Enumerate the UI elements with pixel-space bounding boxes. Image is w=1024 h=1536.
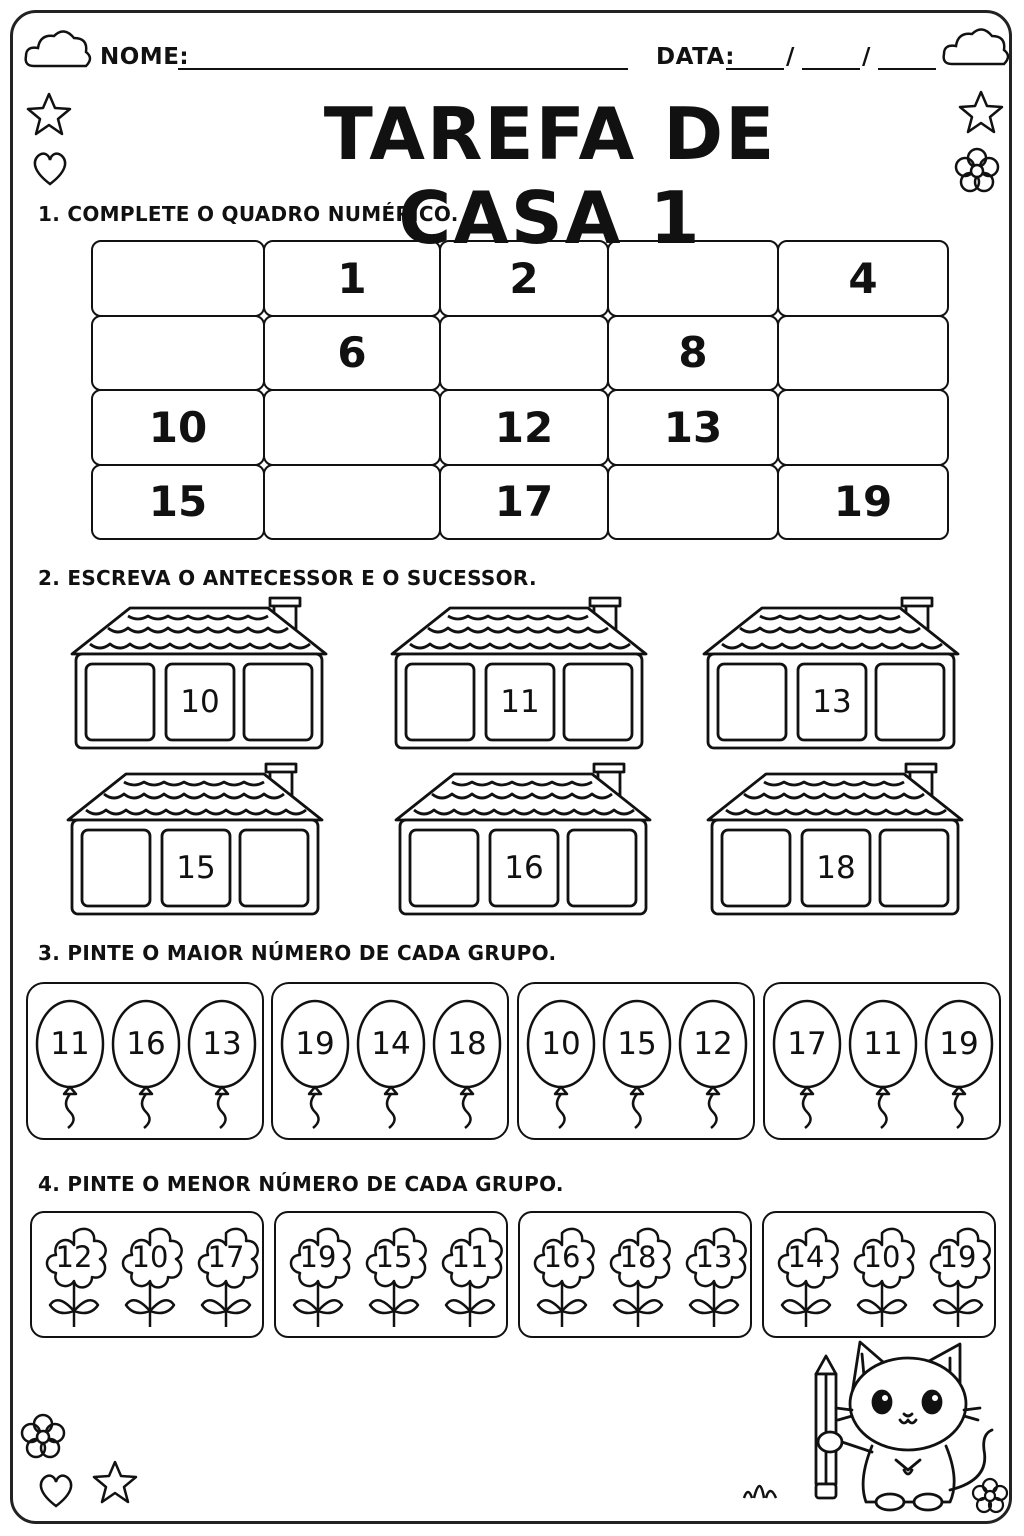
balloon-group bbox=[271, 982, 509, 1140]
grid-cell-number: 4 bbox=[777, 240, 949, 317]
flower-number: 13 bbox=[695, 1240, 733, 1274]
cloud-icon bbox=[940, 22, 1010, 72]
flower-number: 10 bbox=[863, 1240, 901, 1274]
balloon-group bbox=[763, 982, 1001, 1140]
instruction-3: 3. PINTE O MAIOR NÚMERO DE CADA GRUPO. bbox=[38, 941, 557, 965]
grid-cell-blank[interactable] bbox=[607, 464, 779, 541]
cloud-icon bbox=[22, 24, 92, 74]
balloon-number: 19 bbox=[939, 1026, 979, 1062]
heart-icon bbox=[36, 1472, 76, 1510]
balloon-number: 19 bbox=[295, 1026, 335, 1062]
flower[interactable] bbox=[194, 1227, 258, 1327]
grid-cell-blank[interactable] bbox=[263, 464, 441, 541]
predecessor-box[interactable] bbox=[722, 830, 790, 906]
flower[interactable] bbox=[926, 1227, 990, 1327]
balloon-number: 11 bbox=[863, 1026, 903, 1062]
heart-icon bbox=[30, 150, 70, 188]
flower[interactable] bbox=[286, 1227, 350, 1327]
grid-cell-blank[interactable] bbox=[607, 240, 779, 317]
balloon-number: 18 bbox=[447, 1026, 487, 1062]
flower-number: 10 bbox=[131, 1240, 169, 1274]
date-month-line[interactable] bbox=[802, 68, 860, 70]
cat-with-pencil-illustration bbox=[800, 1330, 1000, 1510]
house-number: 16 bbox=[504, 850, 544, 886]
date-separator: / bbox=[786, 44, 795, 70]
balloon-group bbox=[26, 982, 264, 1140]
balloon[interactable] bbox=[773, 1000, 841, 1130]
flower-group bbox=[30, 1211, 264, 1338]
flower-group bbox=[762, 1211, 996, 1338]
balloon[interactable] bbox=[679, 1000, 747, 1130]
grid-cell-number: 8 bbox=[607, 315, 779, 392]
number-grid bbox=[92, 241, 950, 539]
grid-cell-blank[interactable] bbox=[777, 389, 949, 466]
house bbox=[392, 764, 654, 916]
successor-box[interactable] bbox=[876, 664, 944, 740]
flower-group bbox=[518, 1211, 752, 1338]
grid-cell-blank[interactable] bbox=[91, 240, 265, 317]
instruction-4: 4. PINTE O MENOR NÚMERO DE CADA GRUPO. bbox=[38, 1172, 564, 1196]
house-number: 15 bbox=[176, 850, 216, 886]
house bbox=[388, 598, 650, 750]
predecessor-box[interactable] bbox=[410, 830, 478, 906]
flower-number: 19 bbox=[299, 1240, 337, 1274]
date-day-line[interactable] bbox=[726, 68, 784, 70]
balloon-number: 17 bbox=[787, 1026, 827, 1062]
balloon-number: 11 bbox=[50, 1026, 90, 1062]
instruction-2: 2. ESCREVA O ANTECESSOR E O SUCESSOR. bbox=[38, 566, 537, 590]
grid-cell-blank[interactable] bbox=[263, 389, 441, 466]
star-icon bbox=[958, 90, 1004, 134]
flower[interactable] bbox=[438, 1227, 502, 1327]
grid-cell-number: 6 bbox=[263, 315, 441, 392]
grid-cell-number: 2 bbox=[439, 240, 609, 317]
balloon-number: 12 bbox=[693, 1026, 733, 1062]
flower-number: 18 bbox=[619, 1240, 657, 1274]
balloon-number: 10 bbox=[541, 1026, 581, 1062]
grid-cell-number: 19 bbox=[777, 464, 949, 541]
flower[interactable] bbox=[606, 1227, 670, 1327]
house-number: 13 bbox=[812, 684, 852, 720]
grid-cell-number: 10 bbox=[91, 389, 265, 466]
grid-cell-blank[interactable] bbox=[439, 315, 609, 392]
balloon[interactable] bbox=[849, 1000, 917, 1130]
grid-cell-number: 13 bbox=[607, 389, 779, 466]
predecessor-box[interactable] bbox=[718, 664, 786, 740]
house bbox=[68, 598, 330, 750]
flower[interactable] bbox=[362, 1227, 426, 1327]
date-label: DATA: bbox=[656, 44, 735, 70]
balloon[interactable] bbox=[112, 1000, 180, 1130]
house-number: 18 bbox=[816, 850, 856, 886]
flower[interactable] bbox=[774, 1227, 838, 1327]
balloon-group bbox=[517, 982, 755, 1140]
balloon[interactable] bbox=[188, 1000, 256, 1130]
flower-number: 14 bbox=[787, 1240, 825, 1274]
flower-number: 17 bbox=[207, 1240, 245, 1274]
flower-icon bbox=[18, 1412, 68, 1462]
balloon-number: 14 bbox=[371, 1026, 411, 1062]
grid-cell-number: 15 bbox=[91, 464, 265, 541]
grid-cell-number: 1 bbox=[263, 240, 441, 317]
name-label: NOME: bbox=[100, 44, 190, 70]
flower-number: 15 bbox=[375, 1240, 413, 1274]
star-icon bbox=[26, 92, 72, 136]
grid-cell-number: 12 bbox=[439, 389, 609, 466]
predecessor-box[interactable] bbox=[86, 664, 154, 740]
predecessor-box[interactable] bbox=[406, 664, 474, 740]
flower[interactable] bbox=[118, 1227, 182, 1327]
flower[interactable] bbox=[850, 1227, 914, 1327]
house bbox=[704, 764, 966, 916]
house bbox=[700, 598, 962, 750]
flower[interactable] bbox=[682, 1227, 746, 1327]
flower[interactable] bbox=[530, 1227, 594, 1327]
balloon[interactable] bbox=[527, 1000, 595, 1130]
house bbox=[64, 764, 326, 916]
house-number: 11 bbox=[500, 684, 540, 720]
house-number: 10 bbox=[180, 684, 220, 720]
flower[interactable] bbox=[42, 1227, 106, 1327]
balloon[interactable] bbox=[357, 1000, 425, 1130]
balloon[interactable] bbox=[433, 1000, 501, 1130]
grid-cell-blank[interactable] bbox=[91, 315, 265, 392]
successor-box[interactable] bbox=[568, 830, 636, 906]
balloon-number: 13 bbox=[202, 1026, 242, 1062]
name-field-line[interactable] bbox=[178, 68, 628, 70]
flower-number: 12 bbox=[55, 1240, 93, 1274]
star-icon bbox=[92, 1460, 138, 1504]
flower-number: 11 bbox=[451, 1240, 489, 1274]
balloon[interactable] bbox=[603, 1000, 671, 1130]
flower-number: 19 bbox=[939, 1240, 977, 1274]
successor-box[interactable] bbox=[240, 830, 308, 906]
flower-icon bbox=[952, 146, 1002, 196]
balloon-number: 16 bbox=[126, 1026, 166, 1062]
grid-cell-number: 17 bbox=[439, 464, 609, 541]
balloon[interactable] bbox=[281, 1000, 349, 1130]
successor-box[interactable] bbox=[564, 664, 632, 740]
grass-icon bbox=[740, 1468, 780, 1500]
instruction-1: 1. COMPLETE O QUADRO NUMÉRICO. bbox=[38, 202, 459, 226]
date-separator: / bbox=[862, 44, 871, 70]
balloon-number: 15 bbox=[617, 1026, 657, 1062]
flower-number: 16 bbox=[543, 1240, 581, 1274]
flower-group bbox=[274, 1211, 508, 1338]
balloon[interactable] bbox=[36, 1000, 104, 1130]
page-title: TAREFA DE CASA 1 bbox=[323, 92, 777, 260]
grid-cell-blank[interactable] bbox=[777, 315, 949, 392]
predecessor-box[interactable] bbox=[82, 830, 150, 906]
successor-box[interactable] bbox=[880, 830, 948, 906]
balloon[interactable] bbox=[925, 1000, 993, 1130]
successor-box[interactable] bbox=[244, 664, 312, 740]
date-year-line[interactable] bbox=[878, 68, 936, 70]
